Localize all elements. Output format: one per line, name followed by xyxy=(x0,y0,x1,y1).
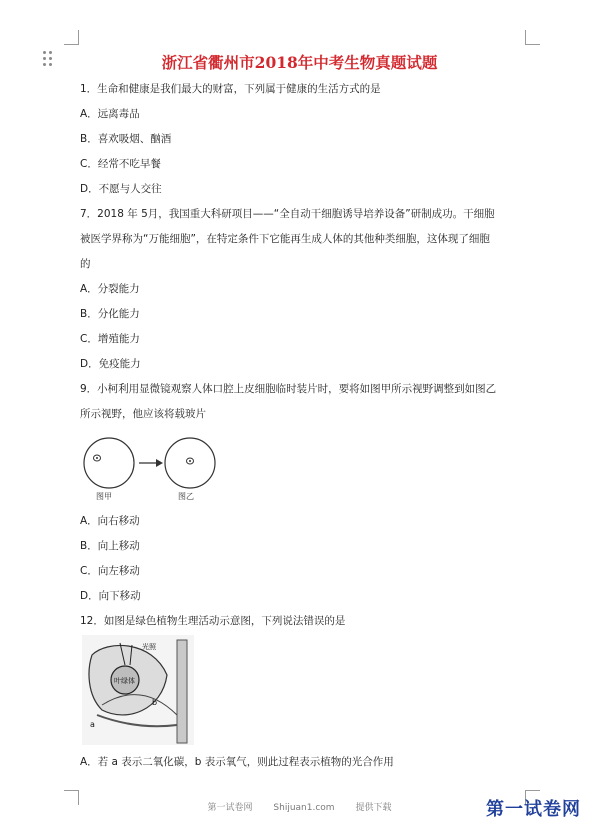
field-of-view-left xyxy=(84,438,134,488)
question-1-option-c: C．经常不吃早餐 xyxy=(80,158,161,170)
plant-figure xyxy=(82,635,194,749)
margin-corner-top-right xyxy=(525,30,540,45)
question-7-option-c: C．增殖能力 xyxy=(80,333,140,345)
label-chloroplast: 叶绿体 xyxy=(114,677,135,685)
label-light: 光照 xyxy=(142,643,156,651)
question-7-stem-line-1: 7．2018 年 5月，我国重大科研项目——“全自动干细胞诱导培养设备”研制成功。干细胞 xyxy=(80,208,495,220)
question-7-option-d: D．免疫能力 xyxy=(80,358,141,370)
margin-corner-top-left xyxy=(64,30,79,45)
arrow-head xyxy=(156,459,163,467)
plant-figure-svg xyxy=(82,635,194,745)
page-title: 浙江省衢州市2018年中考生物真题试题 xyxy=(161,53,438,72)
question-9-stem-line-1: 9．小柯利用显微镜观察人体口腔上皮细胞临时装片时，要将如图甲所示视野调整到如图乙 xyxy=(80,383,497,395)
label-b: b xyxy=(152,698,158,707)
question-9-stem-line-2: 所示视野，他应该将载玻片 xyxy=(80,408,206,420)
question-9-option-c: C．向左移动 xyxy=(80,565,140,577)
question-1-option-b: B．喜欢吸烟、酗酒 xyxy=(80,133,172,145)
footer-center-text: Shijuan1.com xyxy=(273,803,335,813)
question-12-option-a: A．若 a 表示二氧化碳，b 表示氧气，则此过程表示植物的光合作用 xyxy=(80,756,394,768)
microscope-figure xyxy=(82,433,237,507)
question-7-stem-line-3: 的 xyxy=(80,258,91,270)
question-12-stem: 12．如图是绿色植物生理活动示意图，下列说法错误的是 xyxy=(80,615,346,627)
footer-right-text: 提供下载 xyxy=(355,803,392,813)
label-a: a xyxy=(90,720,95,729)
question-9-option-b: B．向上移动 xyxy=(80,540,140,552)
question-1-option-d: D．不愿与人交往 xyxy=(80,183,162,195)
question-9-option-d: D．向下移动 xyxy=(80,590,141,602)
microscope-figure-svg xyxy=(82,433,237,503)
question-1-stem: 1．生命和健康是我们最大的财富，下列属于健康的生活方式的是 xyxy=(80,83,381,95)
footer-left-text: 第一试卷网 xyxy=(207,803,253,813)
watermark-brand: 第一试卷网 xyxy=(486,799,581,820)
question-7-stem-line-2: 被医学界称为“万能细胞”，在特定条件下它能再生成人体的其他种类细胞，这体现了细胞 xyxy=(80,233,490,245)
field-of-view-right xyxy=(165,438,215,488)
stem-shape xyxy=(177,640,187,743)
figure-label-right: 图乙 xyxy=(178,492,194,501)
question-7-option-a: A．分裂能力 xyxy=(80,283,140,295)
question-9-option-a: A．向右移动 xyxy=(80,515,140,527)
question-7-option-b: B．分化能力 xyxy=(80,308,140,320)
figure-label-left: 图甲 xyxy=(96,492,112,501)
question-1-option-a: A．远离毒品 xyxy=(80,108,140,120)
